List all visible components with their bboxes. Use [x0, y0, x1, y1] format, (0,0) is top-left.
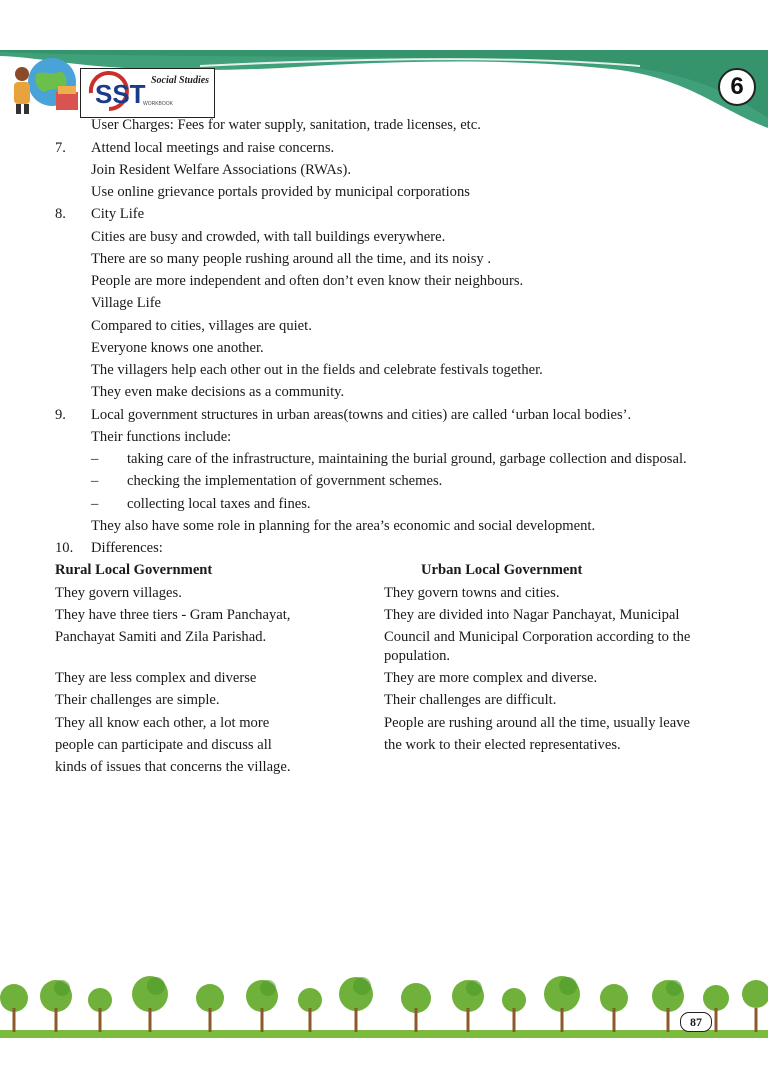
text-line: Everyone knows one another.	[91, 340, 264, 356]
text-line: Differences:	[91, 540, 163, 556]
rural-line: people can participate and discuss all	[55, 737, 272, 753]
text-line: People are more independent and often don’t even know their neighbours.	[91, 273, 524, 289]
urban-heading: Urban Local Government	[421, 562, 583, 578]
text-line: Use online grievance portals provided by municipal corporations	[91, 184, 470, 200]
bullet-text: collecting local taxes and fines.	[127, 496, 311, 512]
text-line: Attend local meetings and raise concerns.	[91, 140, 335, 156]
text-line: City Life	[91, 206, 145, 222]
bullet-dash: –	[91, 496, 99, 512]
text-line: There are so many people rushing around all the time, and its noisy .	[91, 251, 492, 267]
item-number: 10.	[55, 540, 74, 556]
text-line: User Charges: Fees for water supply, sanitation, trade licenses, etc.	[91, 117, 481, 133]
rural-line: They all know each other, a lot more	[55, 715, 270, 731]
text-line: Local government structures in urban areas(towns and cities) are called ‘urban local bodies’.	[91, 407, 632, 423]
bullet-dash: –	[91, 473, 99, 489]
bullet-text: checking the implementation of government schemes.	[127, 473, 443, 489]
rural-line: Panchayat Samiti and Zila Parishad.	[55, 629, 267, 645]
urban-line: the work to their elected representatives.	[384, 737, 621, 753]
urban-line: They govern towns and cities.	[384, 585, 560, 601]
rural-line: Their challenges are simple.	[55, 692, 220, 708]
logo-subtitle: WORKBOOK	[143, 101, 174, 107]
logo-text: SST	[95, 79, 146, 109]
text-line: Compared to cities, villages are quiet.	[91, 318, 312, 334]
text-line: The villagers help each other out in the fields and celebrate festivals together.	[91, 362, 543, 378]
urban-line: They are more complex and diverse.	[384, 670, 598, 686]
urban-line: Council and Municipal Corporation according to the	[384, 629, 691, 645]
urban-line: They are divided into Nagar Panchayat, Municipal	[384, 607, 680, 623]
sst-logo-graphic	[81, 69, 214, 117]
text-line: They even make decisions as a community.	[91, 384, 345, 400]
bullet-dash: –	[91, 451, 99, 467]
rural-line: kinds of issues that concerns the village.	[55, 759, 291, 775]
urban-line: Their challenges are difficult.	[384, 692, 557, 708]
footer-trees	[0, 968, 768, 1040]
urban-line: People are rushing around all the time, usually leave	[384, 715, 690, 731]
rural-line: They are less complex and diverse	[55, 670, 257, 686]
page-number: 87	[680, 1012, 712, 1032]
header-banner	[0, 0, 768, 130]
text-line: Cities are busy and crowded, with tall buildings everywhere.	[91, 229, 446, 245]
item-number: 8.	[55, 206, 66, 222]
logo-tagline: Social Studies	[151, 75, 210, 86]
urban-line: population.	[384, 648, 451, 664]
text-line: Village Life	[91, 295, 162, 311]
tree-row-graphic	[0, 968, 768, 1040]
sst-logo	[80, 68, 215, 118]
rural-line: They have three tiers - Gram Panchayat,	[55, 607, 291, 623]
text-line: They also have some role in planning for the area’s economic and social development.	[91, 518, 596, 534]
rural-heading: Rural Local Government	[55, 562, 213, 578]
item-number: 9.	[55, 407, 66, 423]
item-number: 7.	[55, 140, 66, 156]
rural-line: They govern villages.	[55, 585, 182, 601]
grade-badge: 6	[718, 68, 756, 106]
bullet-text: taking care of the infrastructure, maintaining the burial ground, garbage collection and disposal.	[127, 451, 687, 467]
text-line: Join Resident Welfare Associations (RWAs).	[91, 162, 351, 178]
text-line: Their functions include:	[91, 429, 232, 445]
